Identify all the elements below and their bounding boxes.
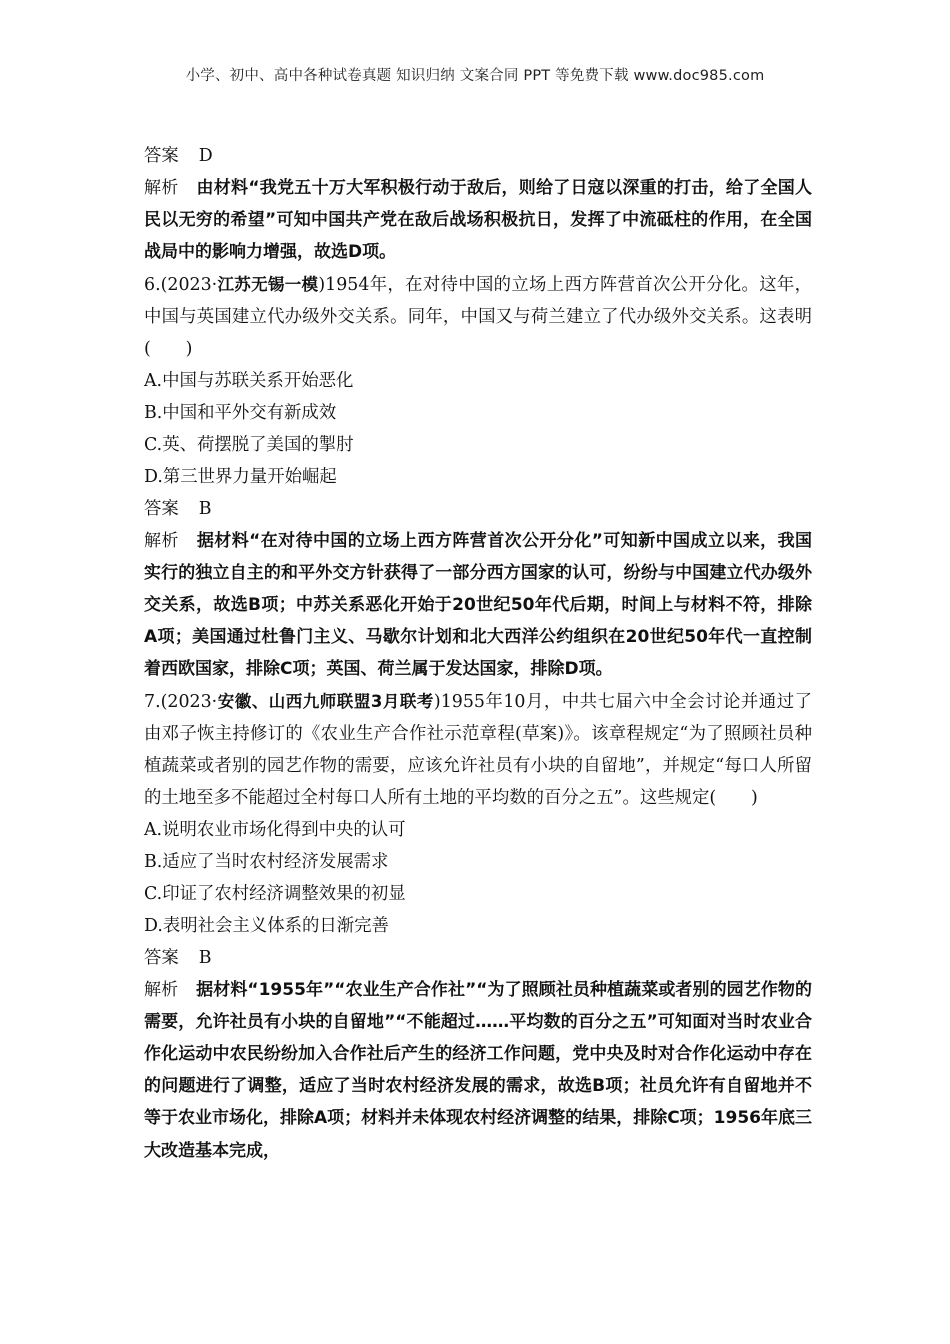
question-source-open: (2023·	[160, 691, 218, 712]
option-a: A.中国与苏联关系开始恶化	[144, 370, 354, 391]
answer-label: 答案	[144, 146, 179, 166]
analysis-label: 解析	[144, 979, 179, 1000]
question-source-close: )	[318, 274, 326, 295]
analysis-text: 据材料“在对待中国的立场上西方阵营首次公开分化”可知新中国成立以来，我国实行的独立自主的和平外交方针获得了一部分西方国家的认可，纷纷与中国建立代办级外交关系，故选B项；中苏关系恶化开始于20世纪50年代后期，时间上与材料不符，排除A项；美国通过杜鲁门主义、马歇尔计划和北大西洋公约组织在20世纪50年代一直控制着西欧国家，排除C项；英国、荷兰属于发达国家，排除D项。	[144, 530, 812, 680]
option-d: D.表明社会主义体系的日渐完善	[144, 915, 389, 936]
answer-1	[144, 140, 812, 172]
analysis-text: 由材料“我党五十万大军积极行动于敌后，则给了日寇以深重的打击，给了全国人民以无穷的希望”可知中国共产党在敌后战场积极抗日，发挥了中流砥柱的作用，在全国战局中的影响力增强，故选D项。	[144, 178, 812, 263]
option-a: A.说明农业市场化得到中央的认可	[144, 819, 406, 840]
answer-label: 答案	[144, 498, 179, 519]
answer-2	[144, 493, 812, 525]
analysis-1	[144, 172, 812, 269]
question-number: 7.	[144, 691, 161, 712]
question-source: 安徽、山西九师联盟3月联考	[217, 691, 434, 711]
option-d: D.第三世界力量开始崛起	[144, 466, 337, 487]
question-number: 6.	[144, 274, 161, 295]
question-6	[144, 269, 812, 493]
question-7	[144, 686, 812, 942]
question-source-open: (2023·	[160, 274, 218, 295]
analysis-label: 解析	[144, 178, 179, 198]
answer-label: 答案	[144, 947, 179, 968]
question-stem	[144, 269, 812, 365]
analysis-text: 据材料“1955年”“农业生产合作社”“为了照顾社员种植蔬菜或者别的园艺作物的需要，允许社员有小块的自留地”“不能超过……平均数的百分之五”可知面对当时农业合作化运动中农民纷纷加入合作社后产生的经济工作问题，党中央及时对合作化运动中存在的问题进行了调整，适应了当时农村经济发展的需求，故选B项；社员允许有自留地并不等于农业市场化，排除A项；材料并未体现农村经济调整的结果，排除C项；1956年底三大改造基本完成，	[144, 979, 812, 1161]
option-b: B.中国和平外交有新成效	[144, 402, 337, 423]
option-c: C.印证了农村经济调整效果的初显	[144, 883, 406, 904]
answer-3	[144, 942, 812, 974]
question-stem-text: 1955年10月，中共七届六中全会讨论并通过了由邓子恢主持修订的《农业生产合作社示范章程(草案)》。该章程规定“为了照顾社员种植蔬菜或者别的园艺作物的需要，应该允许社员有小块的自留地”，并规定“每口人所留的土地至多不能超过全村每口人所有土地的平均数的百分之五”。这些规定( )	[144, 691, 813, 808]
option-c: C.英、荷摆脱了美国的掣肘	[144, 434, 354, 455]
analysis-3	[144, 974, 812, 1167]
answer-value: B	[198, 498, 212, 519]
analysis-2	[144, 525, 812, 686]
header-text: 小学、初中、高中各种试卷真题 知识归纳 文案合同 PPT 等免费下载 www.doc985.com	[185, 68, 765, 84]
question-source-close: )	[433, 691, 441, 712]
question-source: 江苏无锡一模	[217, 274, 319, 294]
option-b: B.适应了当时农村经济发展需求	[144, 851, 389, 872]
document-body	[144, 140, 812, 1167]
answer-value: B	[198, 947, 212, 968]
question-stem	[144, 686, 812, 814]
question-stem-text: 1954年，在对待中国的立场上西方阵营首次公开分化。这年，中国与英国建立代办级外交关系。同年，中国又与荷兰建立了代办级外交关系。这表明( )	[144, 274, 812, 359]
page-header	[0, 64, 950, 85]
answer-value: D	[198, 146, 213, 166]
analysis-label: 解析	[144, 530, 179, 551]
